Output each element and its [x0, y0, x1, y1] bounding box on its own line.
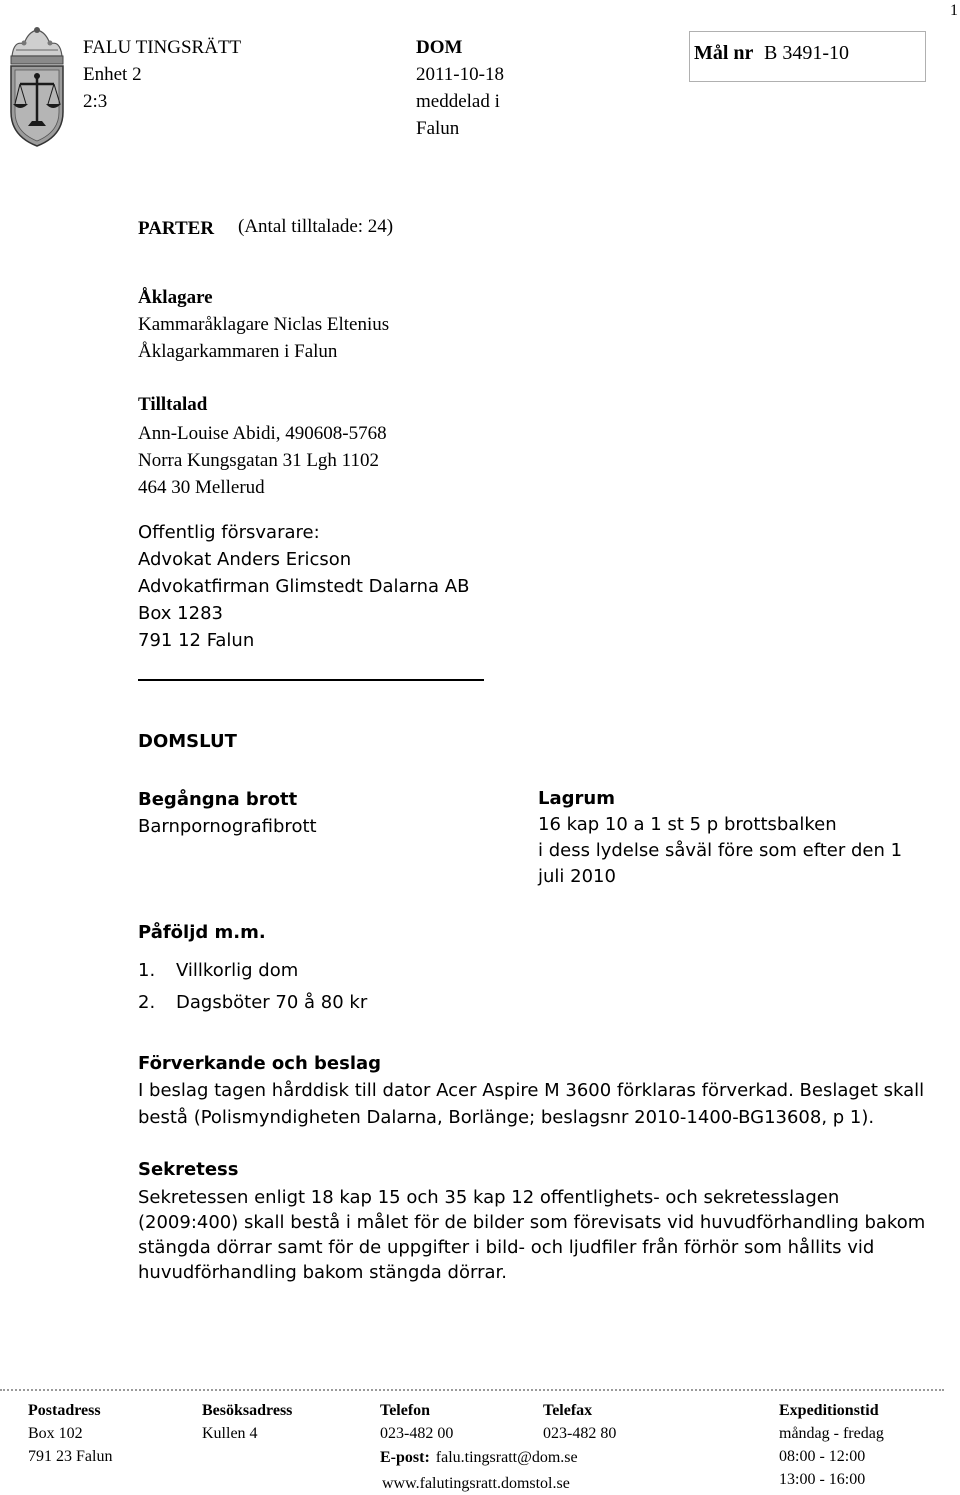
footer-visit-line: Kullen 4	[202, 1425, 258, 1442]
footer-postal-line: 791 23 Falun	[28, 1448, 113, 1465]
document-type: DOM	[416, 37, 463, 58]
footer-phone	[380, 1399, 453, 1445]
footer-website-link[interactable]: www.falutingsratt.domstol.se	[382, 1475, 570, 1492]
document-date: 2011-10-18	[416, 64, 504, 85]
footer-postal-label: Postadress	[28, 1402, 101, 1419]
court-unit: Enhet 2	[83, 64, 142, 85]
defender-line: 791 12 Falun	[138, 630, 255, 651]
document-delivered-label: meddelad i	[416, 91, 500, 112]
secrecy-line: huvudförhandling bakom stängda dörrar.	[138, 1262, 507, 1283]
defender-line: Advokat Anders Ericson	[138, 549, 352, 570]
law-line: i dess lydelse såväl före som efter den 1	[538, 840, 903, 861]
secrecy-section	[138, 1157, 925, 1285]
sanction-text: Dagsböter 70 å 80 kr	[176, 992, 368, 1013]
sanction-number: 2.	[138, 992, 156, 1013]
defendant-heading: Tilltalad	[138, 394, 208, 415]
defender-line: Advokatfirman Glimstedt Dalarna AB	[138, 576, 470, 597]
footer-email-link[interactable]: falu.tingsratt@dom.se	[435, 1449, 578, 1466]
secrecy-line: Sekretessen enligt 18 kap 15 och 35 kap 12 offentlighets- och sekretesslagen	[138, 1187, 840, 1208]
defendant-section	[138, 391, 387, 501]
sanction-item	[138, 955, 367, 987]
case-number: B 3491-10	[764, 42, 849, 64]
court-section: 2:3	[83, 91, 108, 112]
footer-hours-label: Expeditionstid	[779, 1402, 879, 1419]
footer-fax-value: 023-482 80	[543, 1425, 617, 1442]
footer-hours	[779, 1399, 884, 1491]
footer-email-label: E-post:	[380, 1449, 430, 1466]
defender-line: Box 1283	[138, 603, 223, 624]
footer-postal-line: Box 102	[28, 1425, 83, 1442]
parties-heading: PARTER	[138, 218, 215, 239]
defender-line: Offentlig försvarare:	[138, 522, 320, 543]
footer-hours-line: 13:00 - 16:00	[779, 1471, 866, 1488]
section-divider	[138, 679, 484, 681]
page-number: 1	[950, 2, 958, 19]
document-place: Falun	[416, 118, 460, 139]
secrecy-heading: Sekretess	[138, 1159, 239, 1180]
secrecy-line: (2009:400) skall bestå i målet för de bilder som förevisats vid huvudförhandling bakom	[138, 1212, 926, 1233]
sanction-text: Villkorlig dom	[176, 960, 299, 981]
forfeiture-section	[138, 1050, 924, 1131]
law-line: juli 2010	[538, 866, 616, 887]
secrecy-line: stängda dörrar samt för de uppgifter i bild- och ljudfiler från förhör som hållits vid	[138, 1237, 875, 1258]
sanction-number: 1.	[138, 960, 156, 981]
court-name: FALU TINGSRÄTT	[83, 37, 242, 58]
prosecutor-line: Åklagarkammaren i Falun	[138, 341, 338, 362]
sanction-heading: Påföljd m.m.	[138, 922, 266, 943]
document-header	[416, 34, 504, 142]
crime: Barnpornografibrott	[138, 816, 317, 837]
prosecutor-heading: Åklagare	[138, 287, 213, 308]
crimes-heading: Begångna brott	[138, 789, 298, 810]
sanction-list	[138, 955, 367, 1019]
footer-visit	[202, 1399, 292, 1445]
footer-hours-line: måndag - fredag	[779, 1425, 884, 1442]
court-coat-of-arms-logo	[4, 26, 70, 148]
law-line: 16 kap 10 a 1 st 5 p brottsbalken	[538, 814, 837, 835]
defender-section	[138, 519, 469, 654]
footer-postal	[28, 1399, 112, 1468]
defendant-line: Norra Kungsgatan 31 Lgh 1102	[138, 450, 379, 471]
prosecutor-line: Kammaråklagare Niclas Eltenius	[138, 314, 390, 335]
forfeiture-line: bestå (Polismyndigheten Dalarna, Borlänge; beslagsnr 2010-1400-BG13608, p 1).	[138, 1107, 875, 1128]
footer-email	[380, 1446, 578, 1469]
footer-fax-label: Telefax	[543, 1402, 593, 1419]
footer-visit-label: Besöksadress	[202, 1402, 293, 1419]
footer-phone-value: 023-482 00	[380, 1425, 454, 1442]
parties-count-note: (Antal tilltalade: 24)	[238, 216, 394, 237]
defendant-line: Ann-Louise Abidi, 490608-5768	[138, 423, 387, 444]
forfeiture-line: I beslag tagen hårddisk till dator Acer Aspire M 3600 förklaras förverkad. Beslaget skall	[138, 1080, 925, 1101]
judgment-heading: DOMSLUT	[138, 731, 237, 752]
case-number-box	[689, 31, 926, 82]
forfeiture-heading: Förverkande och beslag	[138, 1053, 382, 1074]
crimes-section	[138, 786, 317, 840]
law-section	[538, 786, 902, 890]
footer-hours-line: 08:00 - 12:00	[779, 1448, 866, 1465]
footer-fax	[543, 1399, 616, 1445]
court-header	[83, 34, 241, 115]
defendant-line: 464 30 Mellerud	[138, 477, 265, 498]
prosecutor-section	[138, 284, 389, 365]
footer-phone-label: Telefon	[380, 1402, 431, 1419]
case-number-label: Mål nr	[694, 42, 754, 64]
law-heading: Lagrum	[538, 788, 615, 809]
footer-divider	[0, 1389, 944, 1391]
sanction-item	[138, 987, 367, 1019]
